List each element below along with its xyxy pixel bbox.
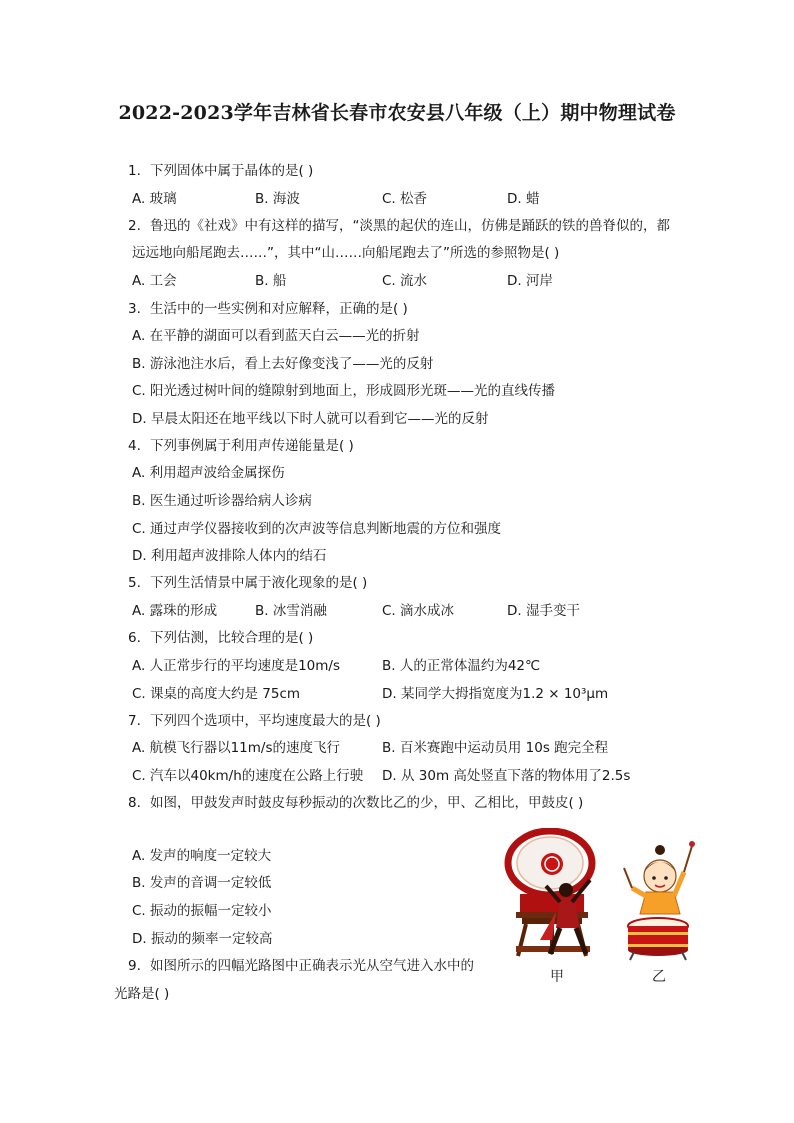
option-d[interactable]: D. 河岸 [507,273,553,289]
option-a[interactable]: A. 玻璃 [132,191,177,207]
big-drum-icon [508,831,592,956]
option-c[interactable]: C. 滴水成冰 [382,603,455,619]
option-c[interactable]: C. 阳光透过树叶间的缝隙射到地面上，形成圆形光斑——光的直线传播 [132,383,556,399]
question-text: 下列固体中属于晶体的是( ) [150,163,314,179]
question-9-stem-cont: 光路是( ) [114,986,170,1002]
question-text: 下列事例属于利用声传递能量是( ) [150,438,354,454]
question-7-stem [128,712,381,730]
option-d[interactable]: D. 湿手变干 [507,603,580,619]
question-text: 下列估测，比较合理的是( ) [150,630,314,646]
question-2-stem-cont: 远远地向船尾跑去……”，其中“山……向船尾跑去了”所选的参照物是( ) [132,245,560,261]
question-3-stem [128,300,408,318]
option-c[interactable]: C. 松香 [382,191,428,207]
question-4-stem [128,437,354,455]
option-c[interactable]: C. 流水 [382,273,428,289]
option-b[interactable]: B. 百米赛跑中运动员用 10s 跑完全程 [382,740,609,756]
small-drum-icon [624,841,695,960]
question-8-stem [128,794,583,812]
figure-label-jia: 甲 [550,969,564,985]
option-d[interactable]: D. 某同学大拇指宽度为1.2 × 10³μm [382,686,609,702]
question-text: 下列四个选项中，平均速度最大的是( ) [150,713,381,729]
option-d[interactable]: D. 早晨太阳还在地平线以下时人就可以看到它——光的反射 [132,411,489,427]
option-b[interactable]: B. 人的正常体温约为42℃ [382,658,541,674]
option-b[interactable]: B. 冰雪消融 [255,603,327,619]
question-number: 2. [128,218,141,234]
question-number: 6. [128,630,141,646]
option-a[interactable]: A. 人正常步行的平均速度是10m/s [132,658,340,674]
question-text: 下列生活情景中属于液化现象的是( ) [150,575,368,591]
question-6-stem [128,629,313,647]
option-b[interactable]: B. 海波 [255,191,300,207]
option-c[interactable]: C. 汽车以40km/h的速度在公路上行驶 [132,768,364,784]
question-number: 4. [128,438,141,454]
question-text: 生活中的一些实例和对应解释，正确的是( ) [150,301,408,317]
question-number: 1. [128,163,141,179]
question-number: 3. [128,301,141,317]
question-5-stem [128,574,367,592]
option-d[interactable]: D. 从 30m 高处竖直下落的物体用了2.5s [382,768,631,784]
option-c[interactable]: C. 通过声学仪器接收到的次声波等信息判断地震的方位和强度 [132,521,502,537]
question-number: 9. [128,958,141,974]
option-c[interactable]: C. 课桌的高度大约是 75cm [132,686,301,702]
question-9-stem [128,957,474,975]
drum-illustration [500,828,710,988]
figure-label-yi: 乙 [652,969,666,985]
question-1-stem [128,162,313,180]
option-d[interactable]: D. 利用超声波排除人体内的结石 [132,548,327,564]
option-d[interactable]: D. 振动的频率一定较高 [132,931,273,947]
question-number: 5. [128,575,141,591]
option-b[interactable]: B. 船 [255,273,287,289]
question-text: 如图，甲鼓发声时鼓皮每秒振动的次数比乙的少，甲、乙相比，甲鼓皮( ) [150,795,584,811]
option-a[interactable]: A. 发声的响度一定较大 [132,848,272,864]
option-a[interactable]: A. 在平静的湖面可以看到蓝天白云——光的折射 [132,328,420,344]
option-a[interactable]: A. 航模飞行器以11m/s的速度飞行 [132,740,340,756]
question-text: 鲁迅的《社戏》中有这样的描写，“淡黑的起伏的连山，仿佛是踊跃的铁的兽脊似的，都 [150,218,670,234]
page-title: 2022-2023学年吉林省长春市农安县八年级（上）期中物理试卷 [118,102,676,124]
question-2-stem [128,217,670,235]
option-d[interactable]: D. 蜡 [507,191,540,207]
option-a[interactable]: A. 露珠的形成 [132,603,218,619]
option-a[interactable]: A. 工会 [132,273,177,289]
question-text: 如图所示的四幅光路图中正确表示光从空气进入水中的 [150,958,474,974]
option-b[interactable]: B. 医生通过听诊器给病人诊病 [132,493,312,509]
option-a[interactable]: A. 利用超声波给金属探伤 [132,465,285,481]
option-b[interactable]: B. 游泳池注水后，看上去好像变浅了——光的反射 [132,356,434,372]
question-number: 7. [128,713,141,729]
drum-figure [500,828,710,988]
option-c[interactable]: C. 振动的振幅一定较小 [132,903,272,919]
option-b[interactable]: B. 发声的音调一定较低 [132,875,272,891]
question-number: 8. [128,795,141,811]
